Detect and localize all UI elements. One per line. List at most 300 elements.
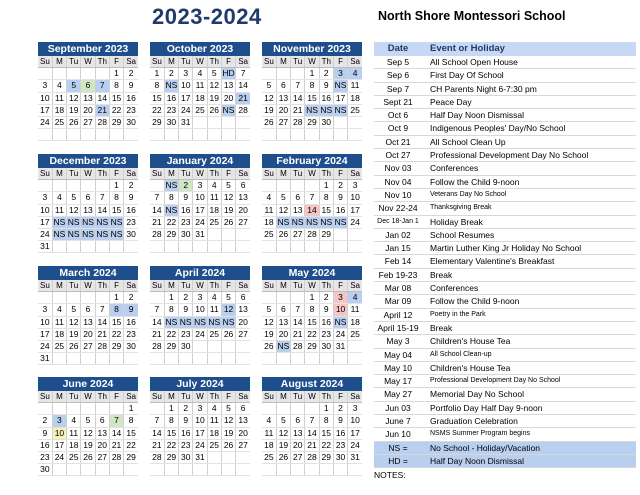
day-cell xyxy=(319,129,333,141)
day-cell xyxy=(109,129,123,141)
day-cell: 27 xyxy=(291,228,305,240)
day-cell: 27 xyxy=(236,216,250,228)
day-cell xyxy=(276,464,290,476)
weekday-label: Th xyxy=(207,56,221,68)
day-cell: 23 xyxy=(319,328,333,340)
day-cell xyxy=(236,228,250,240)
day-cell: 31 xyxy=(193,451,207,463)
day-cell: 8 xyxy=(109,80,123,92)
weekday-label: W xyxy=(81,391,95,403)
weekday-label: M xyxy=(276,280,290,292)
day-cell: 15 xyxy=(109,92,123,104)
day-cell: 13 xyxy=(236,304,250,316)
day-cell: 4 xyxy=(67,415,81,427)
day-cell xyxy=(124,241,138,253)
day-cell: 3 xyxy=(348,180,362,192)
day-cell: 29 xyxy=(164,228,178,240)
day-cell xyxy=(52,353,66,365)
day-cell: 2 xyxy=(38,415,52,427)
day-cell: 7 xyxy=(150,304,164,316)
weekday-label: Tu xyxy=(179,168,193,180)
day-cell: 8 xyxy=(109,304,123,316)
weekday-label: F xyxy=(221,168,235,180)
day-cell: 10 xyxy=(333,304,347,316)
day-cell xyxy=(207,340,221,352)
day-cell xyxy=(38,68,52,80)
day-cell: 7 xyxy=(95,304,109,316)
day-cell: 24 xyxy=(52,451,66,463)
month-title: July 2024 xyxy=(150,377,250,391)
weekday-label: Su xyxy=(38,391,52,403)
day-cell: 16 xyxy=(124,204,138,216)
day-cell xyxy=(276,68,290,80)
month-title: May 2024 xyxy=(262,266,362,280)
weekday-label: W xyxy=(305,280,319,292)
day-cell: 15 xyxy=(150,92,164,104)
day-cell xyxy=(193,129,207,141)
day-cell: 28 xyxy=(109,451,123,463)
month-calendar xyxy=(150,42,250,141)
day-cell xyxy=(95,292,109,304)
event-date: Feb 19-23 xyxy=(378,269,418,280)
event-name: Children's House Tea xyxy=(430,362,511,373)
day-cell: 5 xyxy=(262,80,276,92)
day-cell: 18 xyxy=(207,204,221,216)
day-cell xyxy=(52,403,66,415)
event-date: Sept 21 xyxy=(383,96,413,107)
day-cell xyxy=(348,241,362,253)
day-cell: 1 xyxy=(109,180,123,192)
day-cell: 7 xyxy=(109,415,123,427)
day-cell xyxy=(81,353,95,365)
day-cell: 28 xyxy=(291,340,305,352)
day-cell: 28 xyxy=(236,104,250,116)
day-cell: NS xyxy=(165,180,178,191)
day-cell: NS xyxy=(306,216,318,227)
day-cell xyxy=(348,353,362,365)
day-cell: 3 xyxy=(179,68,193,80)
day-cell xyxy=(221,241,235,253)
day-cell xyxy=(236,464,250,476)
events-panel xyxy=(374,42,636,482)
day-cell xyxy=(221,129,235,141)
day-cell: 17 xyxy=(333,92,347,104)
legend-row xyxy=(374,455,636,468)
weekday-label: Th xyxy=(207,280,221,292)
day-cell: 26 xyxy=(221,328,235,340)
day-cell xyxy=(207,116,221,128)
day-cell: NS xyxy=(334,316,347,327)
day-cell xyxy=(221,464,235,476)
day-cell xyxy=(319,241,333,253)
weekday-label: Su xyxy=(262,280,276,292)
day-cell xyxy=(319,353,333,365)
day-cell: 3 xyxy=(52,415,66,427)
day-cell: 25 xyxy=(67,451,81,463)
weekday-label: M xyxy=(164,391,178,403)
day-cell: 15 xyxy=(164,427,178,439)
day-cell: 17 xyxy=(38,104,52,116)
day-cell: 2 xyxy=(124,68,138,80)
day-cell xyxy=(333,228,347,240)
day-cell xyxy=(95,353,109,365)
day-cell: NS xyxy=(320,216,333,227)
legend xyxy=(374,442,636,469)
day-cell xyxy=(193,241,207,253)
day-cell: 12 xyxy=(221,415,235,427)
day-cell xyxy=(150,403,164,415)
event-name: Memorial Day No School xyxy=(430,389,525,400)
day-cell: 26 xyxy=(81,451,95,463)
day-cell: 1 xyxy=(109,292,123,304)
day-cell: 29 xyxy=(305,116,319,128)
day-cell xyxy=(262,68,276,80)
day-cell: 23 xyxy=(38,451,52,463)
event-row xyxy=(374,122,636,135)
day-cell: 3 xyxy=(38,304,52,316)
day-cell xyxy=(305,403,319,415)
weekday-label: Su xyxy=(150,391,164,403)
weekday-label: Th xyxy=(319,168,333,180)
day-cell: 20 xyxy=(236,204,250,216)
month-title: October 2023 xyxy=(150,42,250,56)
day-cell: 5 xyxy=(67,192,81,204)
day-cell: 16 xyxy=(124,316,138,328)
weekday-label: Th xyxy=(319,391,333,403)
weekday-label: Su xyxy=(38,168,52,180)
weekday-label: Su xyxy=(262,168,276,180)
day-cell: 21 xyxy=(305,439,319,451)
day-cell: NS xyxy=(165,80,178,91)
month-calendar xyxy=(38,266,138,365)
day-cell: 9 xyxy=(124,304,138,316)
event-name: Thanksgiving Break xyxy=(430,204,492,212)
day-cell: 19 xyxy=(221,427,235,439)
day-cell: 14 xyxy=(291,92,305,104)
weekday-label: Su xyxy=(38,56,52,68)
event-row xyxy=(374,149,636,162)
day-cell xyxy=(81,241,95,253)
event-name: Professional Development Day No School xyxy=(430,150,589,161)
month-calendar xyxy=(150,154,250,253)
day-cell: 11 xyxy=(207,304,221,316)
day-cell: 16 xyxy=(179,427,193,439)
weekday-label: Tu xyxy=(179,391,193,403)
day-cell: 9 xyxy=(179,304,193,316)
day-cell: 9 xyxy=(38,427,52,439)
day-cell xyxy=(150,292,164,304)
day-cell: 20 xyxy=(81,104,95,116)
day-cell: 26 xyxy=(276,228,290,240)
weekday-label: Tu xyxy=(179,56,193,68)
weekday-label: W xyxy=(305,391,319,403)
day-cell xyxy=(305,241,319,253)
day-cell xyxy=(207,451,221,463)
day-cell: 25 xyxy=(262,451,276,463)
weekday-label: M xyxy=(52,280,66,292)
day-cell: 4 xyxy=(207,403,221,415)
event-name: School Resumes xyxy=(430,229,495,240)
day-cell: 25 xyxy=(52,340,66,352)
day-cell: 25 xyxy=(262,228,276,240)
day-cell: 30 xyxy=(333,451,347,463)
day-cell: 13 xyxy=(81,92,95,104)
day-cell: 11 xyxy=(348,80,362,92)
day-cell xyxy=(207,228,221,240)
day-cell: 4 xyxy=(348,68,362,80)
event-date: April 12 xyxy=(383,309,413,320)
day-cell: 13 xyxy=(221,80,235,92)
day-cell: 4 xyxy=(207,180,221,192)
day-cell: 15 xyxy=(319,204,333,216)
day-cell: 6 xyxy=(81,80,95,92)
day-cell: 4 xyxy=(193,68,207,80)
day-cell: 4 xyxy=(348,292,362,304)
day-cell: 29 xyxy=(109,116,123,128)
day-cell xyxy=(124,129,138,141)
day-cell xyxy=(150,464,164,476)
weekday-label: Su xyxy=(150,168,164,180)
day-cell xyxy=(333,353,347,365)
day-cell: 28 xyxy=(291,116,305,128)
event-row xyxy=(374,295,636,308)
day-cell: 5 xyxy=(221,180,235,192)
event-row xyxy=(374,83,636,96)
day-cell: 9 xyxy=(333,192,347,204)
day-cell xyxy=(276,292,290,304)
weekday-label: Sa xyxy=(124,56,138,68)
day-cell: 7 xyxy=(305,192,319,204)
month-title: June 2024 xyxy=(38,377,138,391)
day-cell: 14 xyxy=(95,92,109,104)
day-cell xyxy=(221,340,235,352)
day-cell xyxy=(333,241,347,253)
day-cell xyxy=(95,180,109,192)
day-cell: 5 xyxy=(81,415,95,427)
day-cell: 22 xyxy=(305,328,319,340)
event-name: Break xyxy=(430,269,453,280)
day-cell: 6 xyxy=(95,415,109,427)
weekday-label: Tu xyxy=(179,280,193,292)
day-cell xyxy=(81,180,95,192)
weekday-label: Sa xyxy=(124,391,138,403)
day-cell: 3 xyxy=(193,180,207,192)
day-cell xyxy=(67,180,81,192)
day-cell: 13 xyxy=(291,204,305,216)
day-cell: NS xyxy=(165,204,178,215)
day-cell xyxy=(81,403,95,415)
day-cell xyxy=(124,464,138,476)
weekday-label: Th xyxy=(95,280,109,292)
weekday-label: Th xyxy=(207,391,221,403)
day-cell xyxy=(67,292,81,304)
day-cell xyxy=(291,68,305,80)
day-cell xyxy=(150,129,164,141)
school-name: North Shore Montessori School xyxy=(378,9,566,23)
day-cell: 22 xyxy=(109,104,123,116)
day-cell: 29 xyxy=(319,451,333,463)
legend-code: HD = xyxy=(388,455,408,466)
weekday-label: W xyxy=(193,56,207,68)
day-cell: 3 xyxy=(193,403,207,415)
day-cell: 28 xyxy=(305,451,319,463)
day-cell xyxy=(221,451,235,463)
event-row xyxy=(374,255,636,268)
day-cell: NS xyxy=(165,316,178,327)
day-cell: 13 xyxy=(276,316,290,328)
day-cell: 27 xyxy=(276,116,290,128)
day-cell xyxy=(221,353,235,365)
day-cell: 7 xyxy=(291,304,305,316)
day-cell: 2 xyxy=(179,180,193,192)
day-cell xyxy=(81,292,95,304)
day-cell: 12 xyxy=(276,204,290,216)
event-date: Oct 21 xyxy=(385,136,411,147)
day-cell: NS xyxy=(96,229,109,240)
date-column-header: Date xyxy=(387,43,409,54)
day-cell xyxy=(52,68,66,80)
event-column-header: Event or Holiday xyxy=(430,43,505,54)
day-cell: 29 xyxy=(164,451,178,463)
day-cell: 1 xyxy=(305,68,319,80)
day-cell: 16 xyxy=(333,427,347,439)
event-row xyxy=(374,176,636,189)
day-cell xyxy=(262,464,276,476)
event-row xyxy=(374,202,636,215)
day-cell: 15 xyxy=(305,92,319,104)
day-cell: 5 xyxy=(262,304,276,316)
day-cell xyxy=(109,464,123,476)
day-cell: 19 xyxy=(276,439,290,451)
day-cell: 18 xyxy=(52,104,66,116)
event-name: Professional Development Day No School xyxy=(430,377,561,385)
day-cell: 13 xyxy=(236,192,250,204)
day-cell: 31 xyxy=(38,353,52,365)
weekday-label: M xyxy=(164,280,178,292)
day-cell xyxy=(52,464,66,476)
day-cell: NS xyxy=(194,316,206,327)
day-cell: 2 xyxy=(124,180,138,192)
day-cell: 14 xyxy=(305,427,319,439)
weekday-label: W xyxy=(193,280,207,292)
day-cell: 1 xyxy=(124,403,138,415)
event-date: Mar 08 xyxy=(384,283,412,294)
day-cell: 14 xyxy=(95,316,109,328)
day-cell xyxy=(67,129,81,141)
event-date: Oct 9 xyxy=(387,123,409,134)
day-cell: 12 xyxy=(221,192,235,204)
day-cell: 19 xyxy=(81,439,95,451)
day-cell xyxy=(193,353,207,365)
day-cell: 24 xyxy=(179,104,193,116)
weekday-label: Tu xyxy=(291,280,305,292)
day-cell xyxy=(150,353,164,365)
day-cell: 2 xyxy=(319,68,333,80)
weekday-label: F xyxy=(333,56,347,68)
day-cell: 19 xyxy=(262,328,276,340)
day-cell: NS xyxy=(334,104,347,115)
event-date: Nov 04 xyxy=(384,176,412,187)
day-cell xyxy=(262,129,276,141)
day-cell: 17 xyxy=(348,204,362,216)
day-cell: NS xyxy=(110,216,123,227)
day-cell: 6 xyxy=(236,180,250,192)
day-cell: 8 xyxy=(164,304,178,316)
day-cell: 24 xyxy=(38,116,52,128)
event-date: Jan 15 xyxy=(385,243,411,254)
day-cell xyxy=(179,464,193,476)
event-name: Half Day Noon Dismissal xyxy=(430,110,524,121)
day-cell: 11 xyxy=(348,304,362,316)
event-name: Poetry in the Park xyxy=(430,310,486,318)
day-cell: 28 xyxy=(95,340,109,352)
day-cell xyxy=(236,116,250,128)
day-cell: 30 xyxy=(179,451,193,463)
day-cell xyxy=(305,353,319,365)
day-cell: NS xyxy=(82,229,94,240)
day-cell: 6 xyxy=(236,403,250,415)
day-cell: 12 xyxy=(67,204,81,216)
day-cell: 12 xyxy=(276,427,290,439)
day-cell: 28 xyxy=(150,451,164,463)
day-cell: 16 xyxy=(164,92,178,104)
event-date: May 27 xyxy=(384,389,412,400)
event-name: Conferences xyxy=(430,163,479,174)
event-row xyxy=(374,362,636,375)
day-cell: 2 xyxy=(124,292,138,304)
day-cell xyxy=(95,129,109,141)
day-cell xyxy=(179,129,193,141)
event-name: Portfolio Day Half Day 9-noon xyxy=(430,402,543,413)
day-cell: 18 xyxy=(348,316,362,328)
event-name: Indigenous Peoples' Day/No School xyxy=(430,123,566,134)
day-cell: 15 xyxy=(109,316,123,328)
day-cell: 22 xyxy=(150,104,164,116)
day-cell: 24 xyxy=(348,439,362,451)
weekday-label: Sa xyxy=(348,56,362,68)
event-date: Sep 7 xyxy=(386,83,410,94)
day-cell: 13 xyxy=(95,427,109,439)
events-header xyxy=(374,42,636,56)
day-cell: 22 xyxy=(164,328,178,340)
event-date: Jun 10 xyxy=(385,429,411,440)
day-cell: 20 xyxy=(236,427,250,439)
day-cell: 18 xyxy=(67,439,81,451)
weekday-label: W xyxy=(81,56,95,68)
day-cell: 17 xyxy=(52,439,66,451)
day-cell: 31 xyxy=(179,116,193,128)
weekday-label: Tu xyxy=(67,280,81,292)
event-date: Oct 27 xyxy=(385,150,411,161)
day-cell: 23 xyxy=(164,104,178,116)
day-cell: 18 xyxy=(52,328,66,340)
day-cell xyxy=(179,353,193,365)
day-cell: 16 xyxy=(179,204,193,216)
day-cell: 8 xyxy=(305,80,319,92)
day-cell: 7 xyxy=(95,80,109,92)
day-cell: 21 xyxy=(150,216,164,228)
day-cell: 10 xyxy=(348,192,362,204)
weekday-label: W xyxy=(81,280,95,292)
day-cell xyxy=(193,464,207,476)
weekday-label: F xyxy=(109,280,123,292)
day-cell: 24 xyxy=(38,228,52,240)
day-cell xyxy=(109,353,123,365)
day-cell: 23 xyxy=(124,328,138,340)
day-cell xyxy=(164,464,178,476)
day-cell: 4 xyxy=(52,192,66,204)
day-cell: 15 xyxy=(124,427,138,439)
